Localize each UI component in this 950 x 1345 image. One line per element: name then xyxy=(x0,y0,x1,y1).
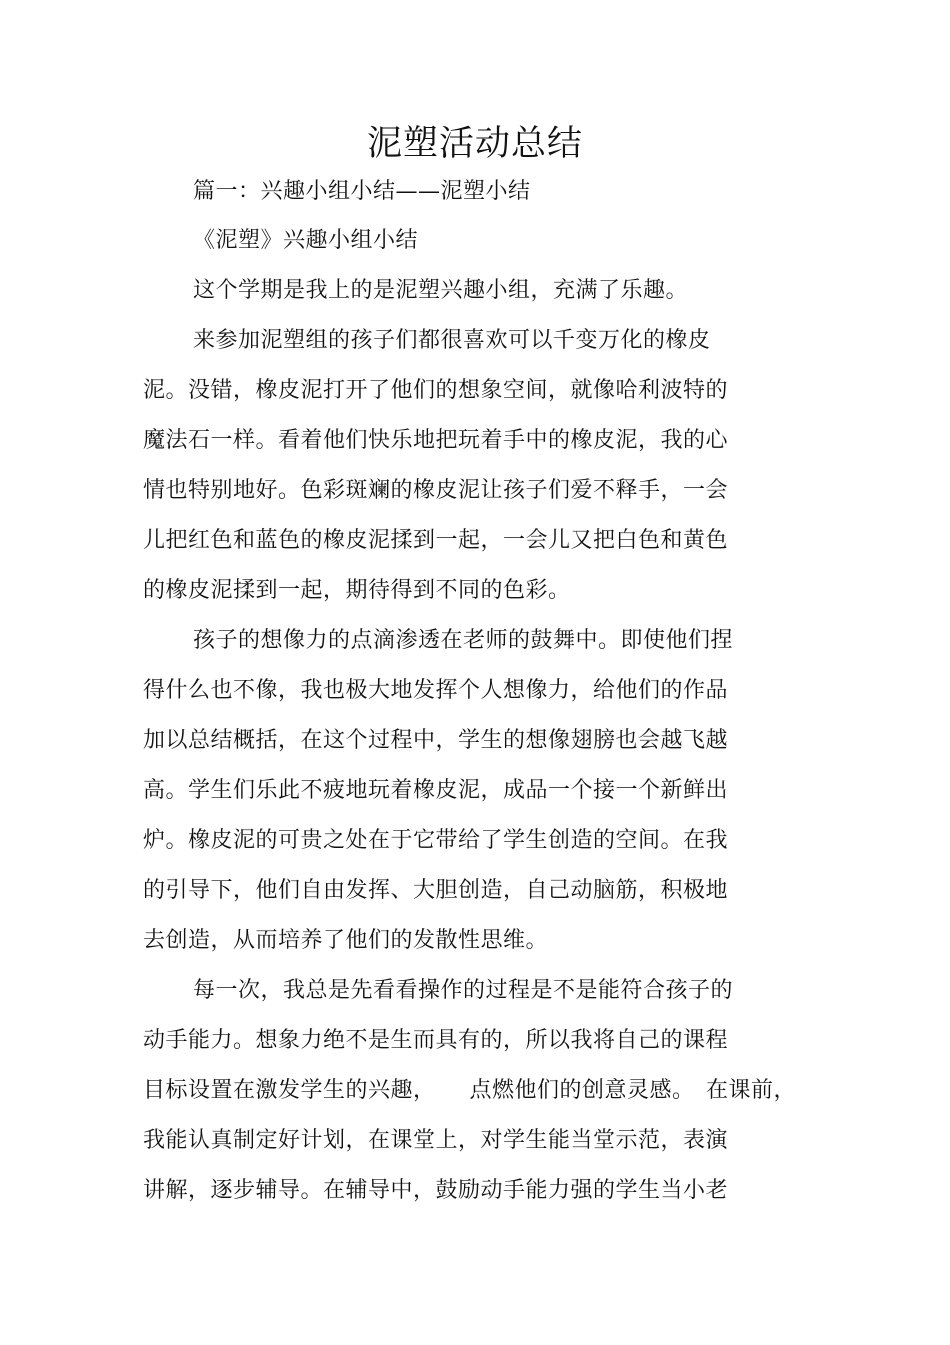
paragraph-line: 来参加泥塑组的孩子们都很喜欢可以千变万化的橡皮 xyxy=(193,328,711,353)
subheading: 《泥塑》兴趣小组小结 xyxy=(193,228,419,253)
document-title: 泥塑活动总结 xyxy=(366,124,583,164)
paragraph-line: 得什么也不像，我也极大地发挥个人想像力，给他们的作品 xyxy=(143,678,729,703)
paragraph-line: 魔法石一样。看着他们快乐地把玩着手中的橡皮泥，我的心 xyxy=(143,428,729,453)
paragraph-line: 目标设置在激发学生的兴趣， 点燃他们的创意灵感。 在课前， xyxy=(143,1078,797,1103)
section-heading: 篇一：兴趣小组小结——泥塑小结 xyxy=(193,179,531,204)
paragraph-line: 儿把红色和蓝色的橡皮泥揉到一起，一会儿又把白色和黄色 xyxy=(143,528,729,553)
paragraph-line: 这个学期是我上的是泥塑兴趣小组，充满了乐趣。 xyxy=(193,278,689,303)
paragraph-line: 的橡皮泥揉到一起，期待得到不同的色彩。 xyxy=(143,578,571,603)
paragraph-line: 炉。橡皮泥的可贵之处在于它带给了学生创造的空间。在我 xyxy=(143,828,729,853)
paragraph-line: 高。学生们乐此不疲地玩着橡皮泥，成品一个接一个新鲜出 xyxy=(143,778,729,803)
paragraph-line: 孩子的想像力的点滴渗透在老师的鼓舞中。即使他们捏 xyxy=(193,628,734,653)
paragraph-line: 每一次，我总是先看看操作的过程是不是能符合孩子的 xyxy=(193,978,734,1003)
paragraph-line: 加以总结概括，在这个过程中，学生的想像翅膀也会越飞越 xyxy=(143,728,729,753)
paragraph-line: 动手能力。想象力绝不是生而具有的，所以我将自己的课程 xyxy=(143,1028,729,1053)
paragraph-line: 情也特别地好。色彩斑斓的橡皮泥让孩子们爱不释手，一会 xyxy=(143,478,729,503)
paragraph-line: 泥。没错，橡皮泥打开了他们的想象空间，就像哈利波特的 xyxy=(143,378,729,403)
paragraph-line: 去创造，从而培养了他们的发散性思维。 xyxy=(143,928,549,953)
paragraph-line: 讲解，逐步辅导。在辅导中，鼓励动手能力强的学生当小老 xyxy=(143,1178,729,1203)
paragraph-line: 我能认真制定好计划，在课堂上，对学生能当堂示范，表演 xyxy=(143,1128,729,1153)
paragraph-line: 的引导下，他们自由发挥、大胆创造，自己动脑筋，积极地 xyxy=(143,878,729,903)
